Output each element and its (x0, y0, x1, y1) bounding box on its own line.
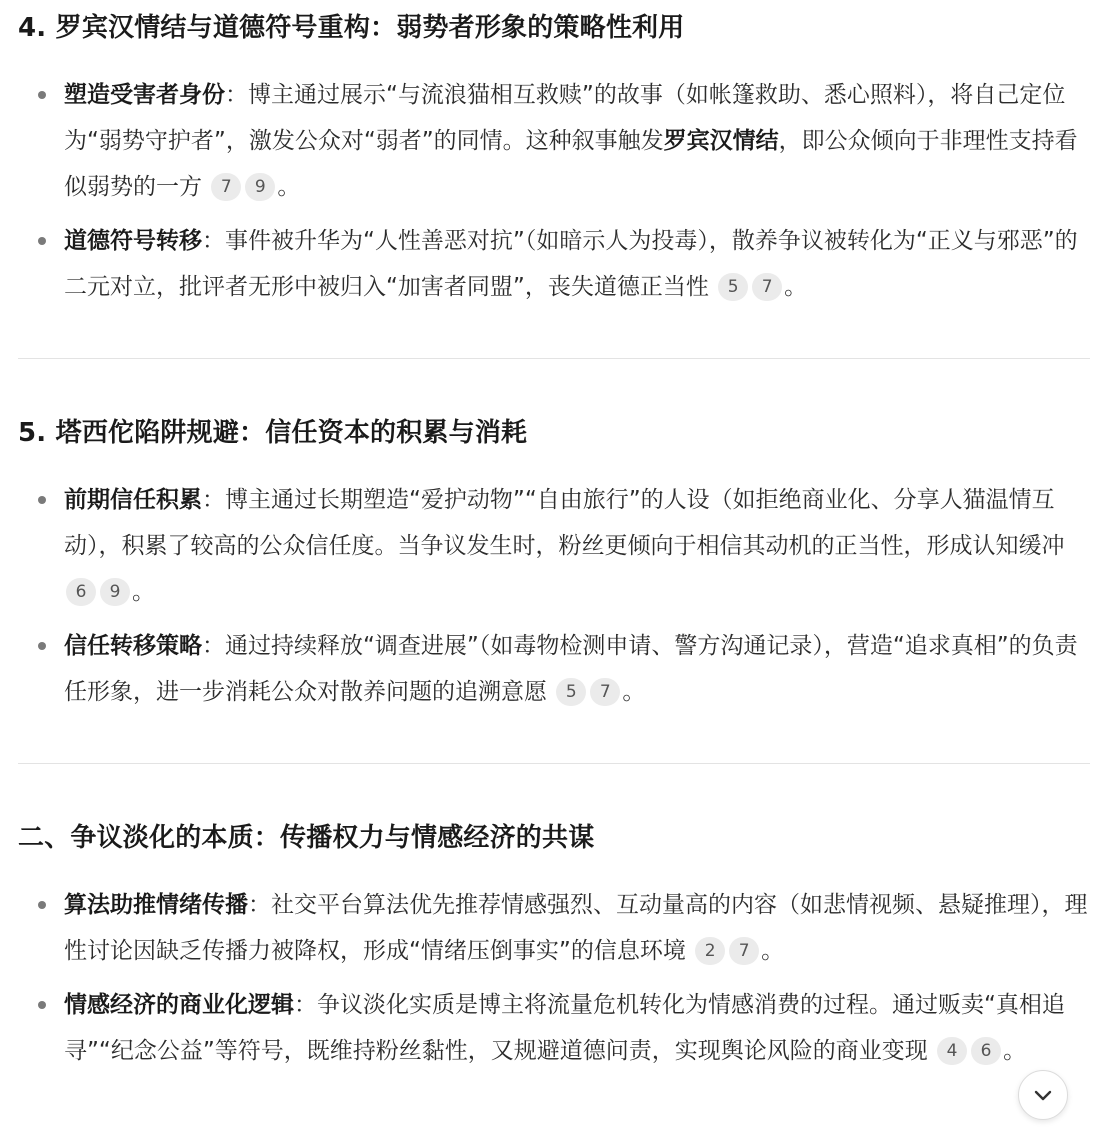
bullet-list (18, 477, 1090, 715)
list-item (18, 982, 1090, 1074)
bullet-text: ，即公众倾向于非理性支持看似弱势的一方 (64, 128, 1078, 200)
citation-badge[interactable]: 7 (729, 937, 759, 965)
scroll-to-bottom-button[interactable] (1018, 1070, 1068, 1120)
bullet-text: ：博主通过长期塑造“爱护动物”“自由旅行”的人设（如拒绝商业化、分享人猫温情互动），积累了较高的公众信任度。当争议发生时，粉丝更倾向于相信其动机的正当性，形成认知缓冲 (64, 487, 1065, 559)
bullet-term: 塑造受害者身份 (64, 82, 225, 108)
bullet-text: ：事件被升华为“人性善恶对抗”（如暗示人为投毒），散养争议被转化为“正义与邪恶”的二元对立，批评者无形中被归入“加害者同盟”，丧失道德正当性 (64, 228, 1078, 300)
bullet-text: ：博主通过展示“与流浪猫相互救赎”的故事（如帐篷救助、悉心照料），将自己定位为“弱势守护者”，激发公众对“弱者”的同情。这种叙事触发 (64, 82, 1066, 154)
bullet-term: 前期信任积累 (64, 487, 202, 513)
bullet-list (18, 72, 1090, 310)
citation-badge[interactable]: 4 (937, 1037, 967, 1065)
bullet-end: 。 (1003, 1038, 1027, 1064)
list-item (18, 882, 1090, 974)
citation-badge[interactable]: 7 (211, 173, 241, 201)
bullet-end: 。 (784, 274, 808, 300)
section-title: 5. 塔西佗陷阱规避：信任资本的积累与消耗 (18, 418, 528, 448)
chevron-down-icon (1031, 1083, 1055, 1107)
citation-badge[interactable]: 9 (100, 578, 130, 606)
citation-badge[interactable]: 5 (556, 678, 586, 706)
citation-badge[interactable]: 5 (718, 273, 748, 301)
bullet-text: ：社交平台算法优先推荐情感强烈、互动量高的内容（如悲情视频、悬疑推理），理性讨论因缺乏传播力被降权，形成“情绪压倒事实”的信息环境 (64, 892, 1088, 964)
bullet-list (18, 882, 1090, 1074)
bullet-term: 情感经济的商业化逻辑 (64, 992, 294, 1018)
bullet-end: 。 (277, 174, 301, 200)
section-divider (18, 358, 1090, 359)
citation-badge[interactable]: 6 (66, 578, 96, 606)
bullet-end: 。 (132, 579, 155, 605)
citation-badge[interactable]: 6 (971, 1037, 1001, 1065)
section-title: 4. 罗宾汉情结与道德符号重构：弱势者形象的策略性利用 (18, 13, 685, 43)
section-divider (18, 763, 1090, 764)
bullet-end: 。 (622, 679, 646, 705)
list-item (18, 623, 1090, 715)
bullet-term: 信任转移策略 (64, 633, 202, 659)
list-item (18, 218, 1090, 310)
bullet-emphasis: 罗宾汉情结 (663, 128, 779, 154)
bullet-text: ：通过持续释放“调查进展”（如毒物检测申请、警方沟通记录），营造“追求真相”的负责任形象，进一步消耗公众对散养问题的追溯意愿 (64, 633, 1078, 705)
citation-badge[interactable]: 9 (245, 173, 275, 201)
bullet-term: 道德符号转移 (64, 228, 202, 254)
citation-badge[interactable]: 7 (752, 273, 782, 301)
answer-content (18, 0, 1090, 1082)
bullet-text: ：争议淡化实质是博主将流量危机转化为情感消费的过程。通过贩卖“真相追寻”“纪念公益”等符号，既维持粉丝黏性，又规避道德问责，实现舆论风险的商业变现 (64, 992, 1065, 1064)
list-item (18, 72, 1090, 210)
citation-badge[interactable]: 2 (695, 937, 725, 965)
section-title: 二、争议淡化的本质：传播权力与情感经济的共谋 (18, 823, 595, 853)
list-item (18, 477, 1090, 615)
bullet-term: 算法助推情绪传播 (64, 892, 248, 918)
bullet-end: 。 (761, 938, 785, 964)
citation-badge[interactable]: 7 (590, 678, 620, 706)
